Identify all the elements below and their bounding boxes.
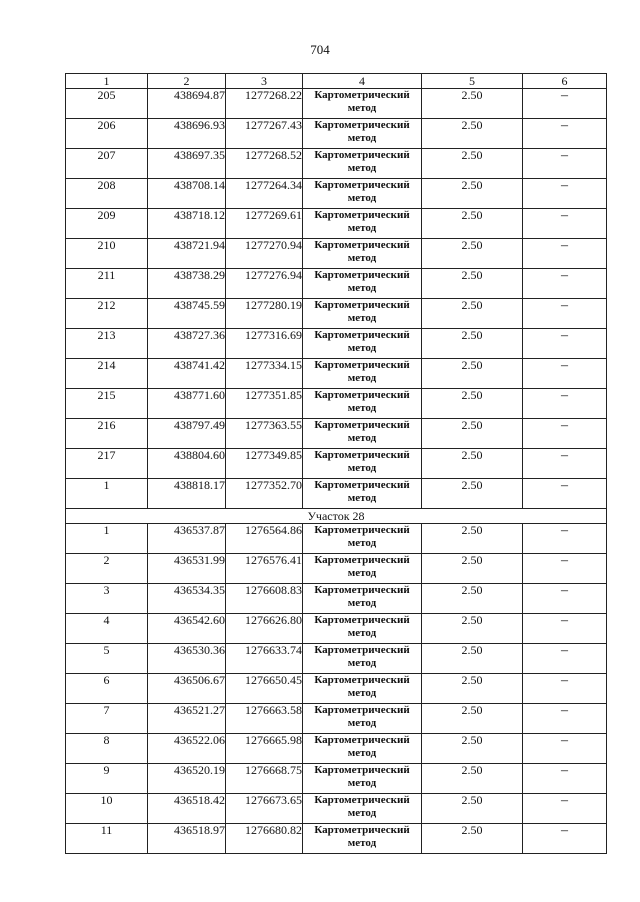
accuracy-value: 2.50	[422, 614, 523, 644]
method-line-2: метод	[347, 777, 377, 789]
x-coordinate: 438696.93	[148, 119, 226, 149]
accuracy-value: 2.50	[422, 89, 523, 119]
point-number: 217	[66, 449, 148, 479]
accuracy-value: 2.50	[422, 794, 523, 824]
method-line-2: метод	[347, 807, 377, 819]
y-coordinate: 1277349.85	[226, 449, 303, 479]
column-header: 1	[66, 74, 148, 89]
x-coordinate: 438804.60	[148, 449, 226, 479]
note-dash: –	[523, 704, 607, 734]
point-number: 210	[66, 239, 148, 269]
x-coordinate: 438738.29	[148, 269, 226, 299]
column-header: 2	[148, 74, 226, 89]
note-dash: –	[523, 554, 607, 584]
method-cell	[303, 419, 422, 449]
method-line-2: метод	[347, 627, 377, 639]
method-line-2: метод	[347, 282, 377, 294]
method-line-1: Картометрический	[314, 794, 410, 806]
note-dash: –	[523, 449, 607, 479]
method-line-2: метод	[347, 342, 377, 354]
method-line-2: метод	[347, 402, 377, 414]
point-number: 1	[66, 524, 148, 554]
y-coordinate: 1277352.70	[226, 479, 303, 509]
method-line-2: метод	[347, 492, 377, 504]
method-cell	[303, 449, 422, 479]
point-number: 7	[66, 704, 148, 734]
x-coordinate: 436542.60	[148, 614, 226, 644]
accuracy-value: 2.50	[422, 329, 523, 359]
y-coordinate: 1277268.52	[226, 149, 303, 179]
method-cell	[303, 179, 422, 209]
method-line-1: Картометрический	[314, 644, 410, 656]
accuracy-value: 2.50	[422, 359, 523, 389]
y-coordinate: 1276633.74	[226, 644, 303, 674]
method-line-1: Картометрический	[314, 209, 410, 221]
table-row	[66, 674, 607, 704]
accuracy-value: 2.50	[422, 419, 523, 449]
column-header: 3	[226, 74, 303, 89]
method-cell	[303, 764, 422, 794]
x-coordinate: 436518.42	[148, 794, 226, 824]
x-coordinate: 436531.99	[148, 554, 226, 584]
y-coordinate: 1277363.55	[226, 419, 303, 449]
method-cell	[303, 269, 422, 299]
x-coordinate: 436530.36	[148, 644, 226, 674]
note-dash: –	[523, 764, 607, 794]
y-coordinate: 1277316.69	[226, 329, 303, 359]
accuracy-value: 2.50	[422, 389, 523, 419]
note-dash: –	[523, 149, 607, 179]
point-number: 216	[66, 419, 148, 449]
method-line-1: Картометрический	[314, 299, 410, 311]
note-dash: –	[523, 614, 607, 644]
method-line-1: Картометрический	[314, 479, 410, 491]
note-dash: –	[523, 824, 607, 854]
accuracy-value: 2.50	[422, 524, 523, 554]
point-number: 8	[66, 734, 148, 764]
y-coordinate: 1277270.94	[226, 239, 303, 269]
point-number: 213	[66, 329, 148, 359]
point-number: 214	[66, 359, 148, 389]
section-title: Участок 28	[66, 509, 607, 524]
table-row	[66, 329, 607, 359]
y-coordinate: 1277351.85	[226, 389, 303, 419]
y-coordinate: 1276626.80	[226, 614, 303, 644]
column-header: 4	[303, 74, 422, 89]
method-line-1: Картометрический	[314, 239, 410, 251]
point-number: 211	[66, 269, 148, 299]
method-cell	[303, 389, 422, 419]
note-dash: –	[523, 269, 607, 299]
table-row	[66, 524, 607, 554]
method-cell	[303, 734, 422, 764]
note-dash: –	[523, 299, 607, 329]
table-row	[66, 734, 607, 764]
method-line-2: метод	[347, 837, 377, 849]
method-cell	[303, 674, 422, 704]
y-coordinate: 1277276.94	[226, 269, 303, 299]
method-line-2: метод	[347, 252, 377, 264]
x-coordinate: 438694.87	[148, 89, 226, 119]
note-dash: –	[523, 329, 607, 359]
method-line-2: метод	[347, 597, 377, 609]
method-line-2: метод	[347, 192, 377, 204]
accuracy-value: 2.50	[422, 734, 523, 764]
method-line-1: Картометрический	[314, 704, 410, 716]
x-coordinate: 438771.60	[148, 389, 226, 419]
point-number: 3	[66, 584, 148, 614]
x-coordinate: 438718.12	[148, 209, 226, 239]
x-coordinate: 438727.36	[148, 329, 226, 359]
method-line-2: метод	[347, 567, 377, 579]
table-row	[66, 239, 607, 269]
note-dash: –	[523, 89, 607, 119]
table-row	[66, 269, 607, 299]
y-coordinate: 1277264.34	[226, 179, 303, 209]
method-cell	[303, 704, 422, 734]
y-coordinate: 1277267.43	[226, 119, 303, 149]
method-line-1: Картометрический	[314, 359, 410, 371]
method-line-2: метод	[347, 162, 377, 174]
table-body	[66, 89, 607, 854]
note-dash: –	[523, 794, 607, 824]
accuracy-value: 2.50	[422, 479, 523, 509]
x-coordinate: 438818.17	[148, 479, 226, 509]
point-number: 1	[66, 479, 148, 509]
method-line-1: Картометрический	[314, 734, 410, 746]
method-cell	[303, 149, 422, 179]
table-row	[66, 584, 607, 614]
column-header: 5	[422, 74, 523, 89]
method-cell	[303, 479, 422, 509]
method-cell	[303, 824, 422, 854]
accuracy-value: 2.50	[422, 554, 523, 584]
method-line-2: метод	[347, 372, 377, 384]
method-cell	[303, 554, 422, 584]
accuracy-value: 2.50	[422, 239, 523, 269]
method-line-2: метод	[347, 717, 377, 729]
x-coordinate: 438797.49	[148, 419, 226, 449]
x-coordinate: 438745.59	[148, 299, 226, 329]
note-dash: –	[523, 734, 607, 764]
method-line-2: метод	[347, 537, 377, 549]
point-number: 9	[66, 764, 148, 794]
method-line-2: метод	[347, 132, 377, 144]
accuracy-value: 2.50	[422, 644, 523, 674]
table-row	[66, 614, 607, 644]
point-number: 6	[66, 674, 148, 704]
x-coordinate: 438721.94	[148, 239, 226, 269]
y-coordinate: 1276663.58	[226, 704, 303, 734]
method-line-1: Картометрический	[314, 329, 410, 341]
accuracy-value: 2.50	[422, 824, 523, 854]
x-coordinate: 438697.35	[148, 149, 226, 179]
method-line-2: метод	[347, 657, 377, 669]
method-line-1: Картометрический	[314, 179, 410, 191]
accuracy-value: 2.50	[422, 179, 523, 209]
x-coordinate: 436520.19	[148, 764, 226, 794]
method-cell	[303, 119, 422, 149]
y-coordinate: 1277269.61	[226, 209, 303, 239]
method-line-1: Картометрический	[314, 524, 410, 536]
table-row	[66, 764, 607, 794]
method-line-1: Картометрический	[314, 674, 410, 686]
table-row	[66, 209, 607, 239]
table-row	[66, 179, 607, 209]
accuracy-value: 2.50	[422, 269, 523, 299]
note-dash: –	[523, 479, 607, 509]
method-cell	[303, 209, 422, 239]
y-coordinate: 1277334.15	[226, 359, 303, 389]
method-line-2: метод	[347, 687, 377, 699]
method-cell	[303, 644, 422, 674]
y-coordinate: 1277268.22	[226, 89, 303, 119]
point-number: 215	[66, 389, 148, 419]
y-coordinate: 1276576.41	[226, 554, 303, 584]
method-line-1: Картометрический	[314, 449, 410, 461]
section-header-row	[66, 509, 607, 524]
accuracy-value: 2.50	[422, 674, 523, 704]
method-line-2: метод	[347, 102, 377, 114]
method-cell	[303, 359, 422, 389]
method-cell	[303, 89, 422, 119]
y-coordinate: 1276564.86	[226, 524, 303, 554]
y-coordinate: 1276673.65	[226, 794, 303, 824]
note-dash: –	[523, 119, 607, 149]
method-cell	[303, 794, 422, 824]
note-dash: –	[523, 389, 607, 419]
table-row	[66, 359, 607, 389]
method-line-2: метод	[347, 432, 377, 444]
method-cell	[303, 614, 422, 644]
table-row	[66, 554, 607, 584]
x-coordinate: 436506.67	[148, 674, 226, 704]
point-number: 2	[66, 554, 148, 584]
note-dash: –	[523, 359, 607, 389]
note-dash: –	[523, 644, 607, 674]
x-coordinate: 438708.14	[148, 179, 226, 209]
x-coordinate: 436537.87	[148, 524, 226, 554]
point-number: 209	[66, 209, 148, 239]
method-cell	[303, 299, 422, 329]
method-line-2: метод	[347, 747, 377, 759]
table-header-row	[66, 74, 607, 89]
accuracy-value: 2.50	[422, 764, 523, 794]
method-cell	[303, 584, 422, 614]
accuracy-value: 2.50	[422, 149, 523, 179]
table-row	[66, 794, 607, 824]
method-line-1: Картометрический	[314, 764, 410, 776]
x-coordinate: 436521.27	[148, 704, 226, 734]
table-row	[66, 119, 607, 149]
method-line-1: Картометрический	[314, 584, 410, 596]
x-coordinate: 436534.35	[148, 584, 226, 614]
point-number: 206	[66, 119, 148, 149]
accuracy-value: 2.50	[422, 584, 523, 614]
note-dash: –	[523, 209, 607, 239]
accuracy-value: 2.50	[422, 704, 523, 734]
point-number: 10	[66, 794, 148, 824]
y-coordinate: 1276608.83	[226, 584, 303, 614]
point-number: 212	[66, 299, 148, 329]
method-line-1: Картометрический	[314, 824, 410, 836]
table-row	[66, 389, 607, 419]
accuracy-value: 2.50	[422, 209, 523, 239]
method-line-2: метод	[347, 312, 377, 324]
x-coordinate: 436518.97	[148, 824, 226, 854]
column-header: 6	[523, 74, 607, 89]
point-number: 4	[66, 614, 148, 644]
point-number: 207	[66, 149, 148, 179]
method-cell	[303, 239, 422, 269]
x-coordinate: 436522.06	[148, 734, 226, 764]
method-line-1: Картометрический	[314, 149, 410, 161]
point-number: 11	[66, 824, 148, 854]
method-line-1: Картометрический	[314, 389, 410, 401]
method-line-2: метод	[347, 222, 377, 234]
note-dash: –	[523, 239, 607, 269]
method-cell	[303, 329, 422, 359]
y-coordinate: 1276668.75	[226, 764, 303, 794]
method-cell	[303, 524, 422, 554]
method-line-1: Картометрический	[314, 614, 410, 626]
note-dash: –	[523, 419, 607, 449]
table-row	[66, 644, 607, 674]
x-coordinate: 438741.42	[148, 359, 226, 389]
table-row	[66, 149, 607, 179]
point-number: 205	[66, 89, 148, 119]
method-line-1: Картометрический	[314, 89, 410, 101]
table-row	[66, 449, 607, 479]
table-row	[66, 479, 607, 509]
note-dash: –	[523, 674, 607, 704]
accuracy-value: 2.50	[422, 119, 523, 149]
y-coordinate: 1276650.45	[226, 674, 303, 704]
y-coordinate: 1276680.82	[226, 824, 303, 854]
note-dash: –	[523, 179, 607, 209]
accuracy-value: 2.50	[422, 449, 523, 479]
table-row	[66, 299, 607, 329]
page-number: 704	[310, 42, 330, 57]
note-dash: –	[523, 524, 607, 554]
accuracy-value: 2.50	[422, 299, 523, 329]
method-line-1: Картометрический	[314, 119, 410, 131]
note-dash: –	[523, 584, 607, 614]
y-coordinate: 1276665.98	[226, 734, 303, 764]
y-coordinate: 1277280.19	[226, 299, 303, 329]
point-number: 5	[66, 644, 148, 674]
method-line-2: метод	[347, 462, 377, 474]
table-row	[66, 704, 607, 734]
method-line-1: Картометрический	[314, 554, 410, 566]
method-line-1: Картометрический	[314, 269, 410, 281]
point-number: 208	[66, 179, 148, 209]
table-row	[66, 419, 607, 449]
method-line-1: Картометрический	[314, 419, 410, 431]
table-row	[66, 824, 607, 854]
table-row	[66, 89, 607, 119]
coordinates-table	[65, 73, 607, 854]
